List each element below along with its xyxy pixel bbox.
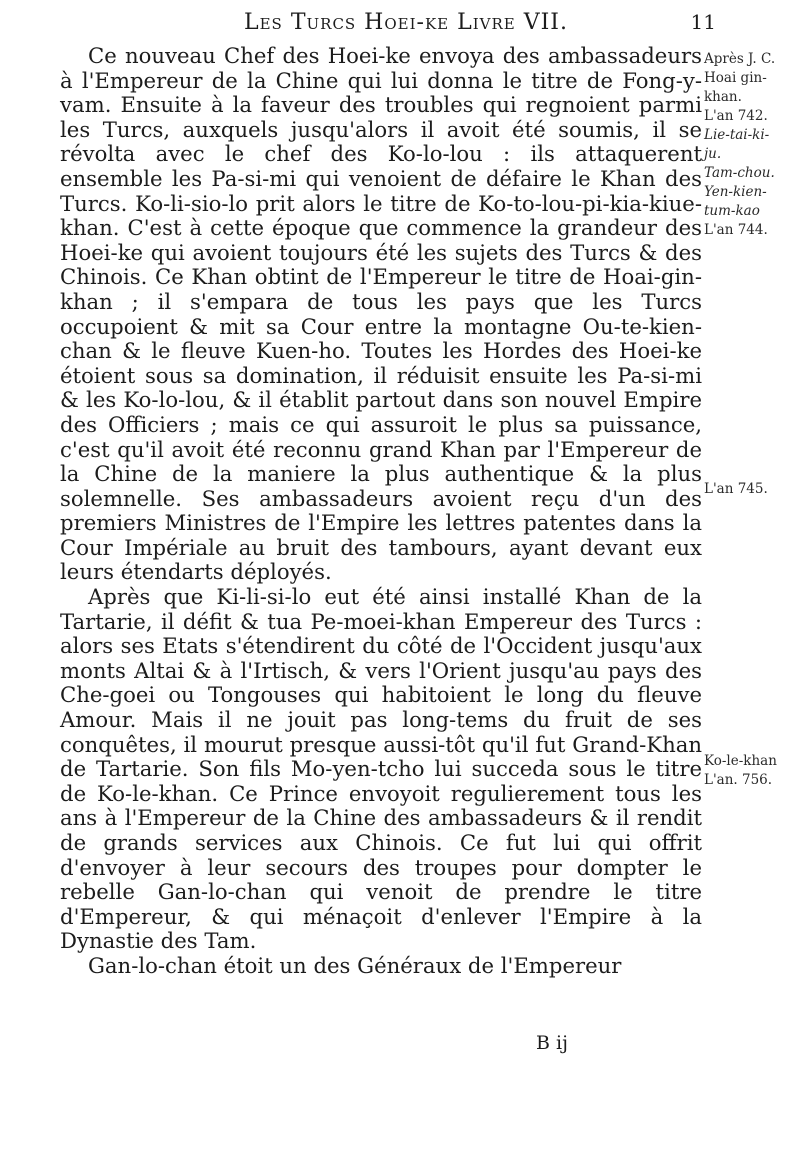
body-text [60,44,702,979]
margin-note: tum-kao [704,203,760,219]
margin-note: L'an 745. [704,481,768,497]
margin-note: Tam-chou. [704,165,775,181]
margin-note: khan. [704,89,742,105]
margin-note: Yen-kien- [704,184,767,200]
running-title: Les Turcs Hoei-ke Livre VII. [244,10,568,35]
margin-note: Lie-tai-ki- [704,127,770,143]
margin-note: Après J. C. [704,51,776,67]
signature-mark: B ij [536,1032,568,1054]
margin-note-group-2 [704,480,798,499]
margin-note-group-3 [704,752,798,790]
margin-note: L'an 744. [704,222,768,238]
page-header [66,10,746,46]
margin-note-group-1 [704,50,798,240]
margin-note: ju. [704,146,722,162]
margin-note: L'an 742. [704,108,768,124]
margin-note: Hoai gin- [704,70,767,86]
margin-note: L'an. 756. [704,772,773,788]
paragraph-3: Gan-lo-chan étoit un des Généraux de l'Empereur [88,952,622,978]
paragraph-2: Après que Ki-li-si-lo eut été ainsi installé Khan de la Tartarie, il défit & tua Pe-moei-khan Empereur des Turcs : alors ses Etats s'étendirent du côté de l'Occident jusqu'aux monts Altai & à l'Irtisch, & vers l'Orient jusqu'au pays des Che-goei ou Tongouses qui habitoient le long du fleuve Amour. Mais il ne jouit pas long-tems du fruit de ses conquêtes, il mourut presque aussi-tôt qu'il fut Grand-Khan de Tartarie. Son fils Mo-yen-tcho lui succeda sous le titre de Ko-le-khan. Ce Prince envoyoit regulierement tous les ans à l'Empereur de la Chine des ambassadeurs & il rendit de grands services aux Chinois. Ce fut lui qui offrit d'envoyer à leur secours des troupes pour dompter le rebelle Gan-lo-chan qui venoit de prendre le titre d'Empereur, & qui ménaçoit d'enlever l'Empire à la Dynastie des Tam. [60,584,702,954]
margin-note: Ko-le-khan [704,753,777,769]
page-number: 11 [690,10,716,34]
paragraph-1: Ce nouveau Chef des Hoei-ke envoya des ambassadeurs à l'Empereur de la Chine qui lui donna le titre de Fong-y-vam. Ensuite à la faveur des troubles qui regnoient parmi les Turcs, auxquels jusqu'alors il avoit été soumis, il se révolta avec le chef des Ko-lo-lou : ils attaquerent ensemble les Pa-si-mi qui venoient de défaire le Khan des Turcs. Ko-li-sio-lo prit alors le titre de Ko-to-lou-pi-kia-kiue-khan. C'est à cette époque que commence la grandeur des Hoei-ke qui avoient toujours été les sujets des Turcs & des Chinois. Ce Khan obtint de l'Empereur le titre de Hoai-gin-khan ; il s'empara de tous les pays que les Turcs occupoient & mit sa Cour entre la montagne Ou-te-kien-chan & le fleuve Kuen-ho. Toutes les Hordes des Hoei-ke étoient sous sa domination, il réduisit ensuite les Pa-si-mi & les Ko-lo-lou, & il établit partout dans son nouvel Empire des Officiers ; mais ce qui assuroit le plus sa puissance, c'est qu'il avoit été reconnu grand Khan par l'Empereur de la Chine de la maniere la plus authentique & la plus solemnelle. Ses ambassadeurs avoient reçu d'un des premiers Ministres de l'Empire les lettres patentes dans la Cour Impériale au bruit des tambours, ayant devant eux leurs étendarts déployés. [60,43,702,585]
